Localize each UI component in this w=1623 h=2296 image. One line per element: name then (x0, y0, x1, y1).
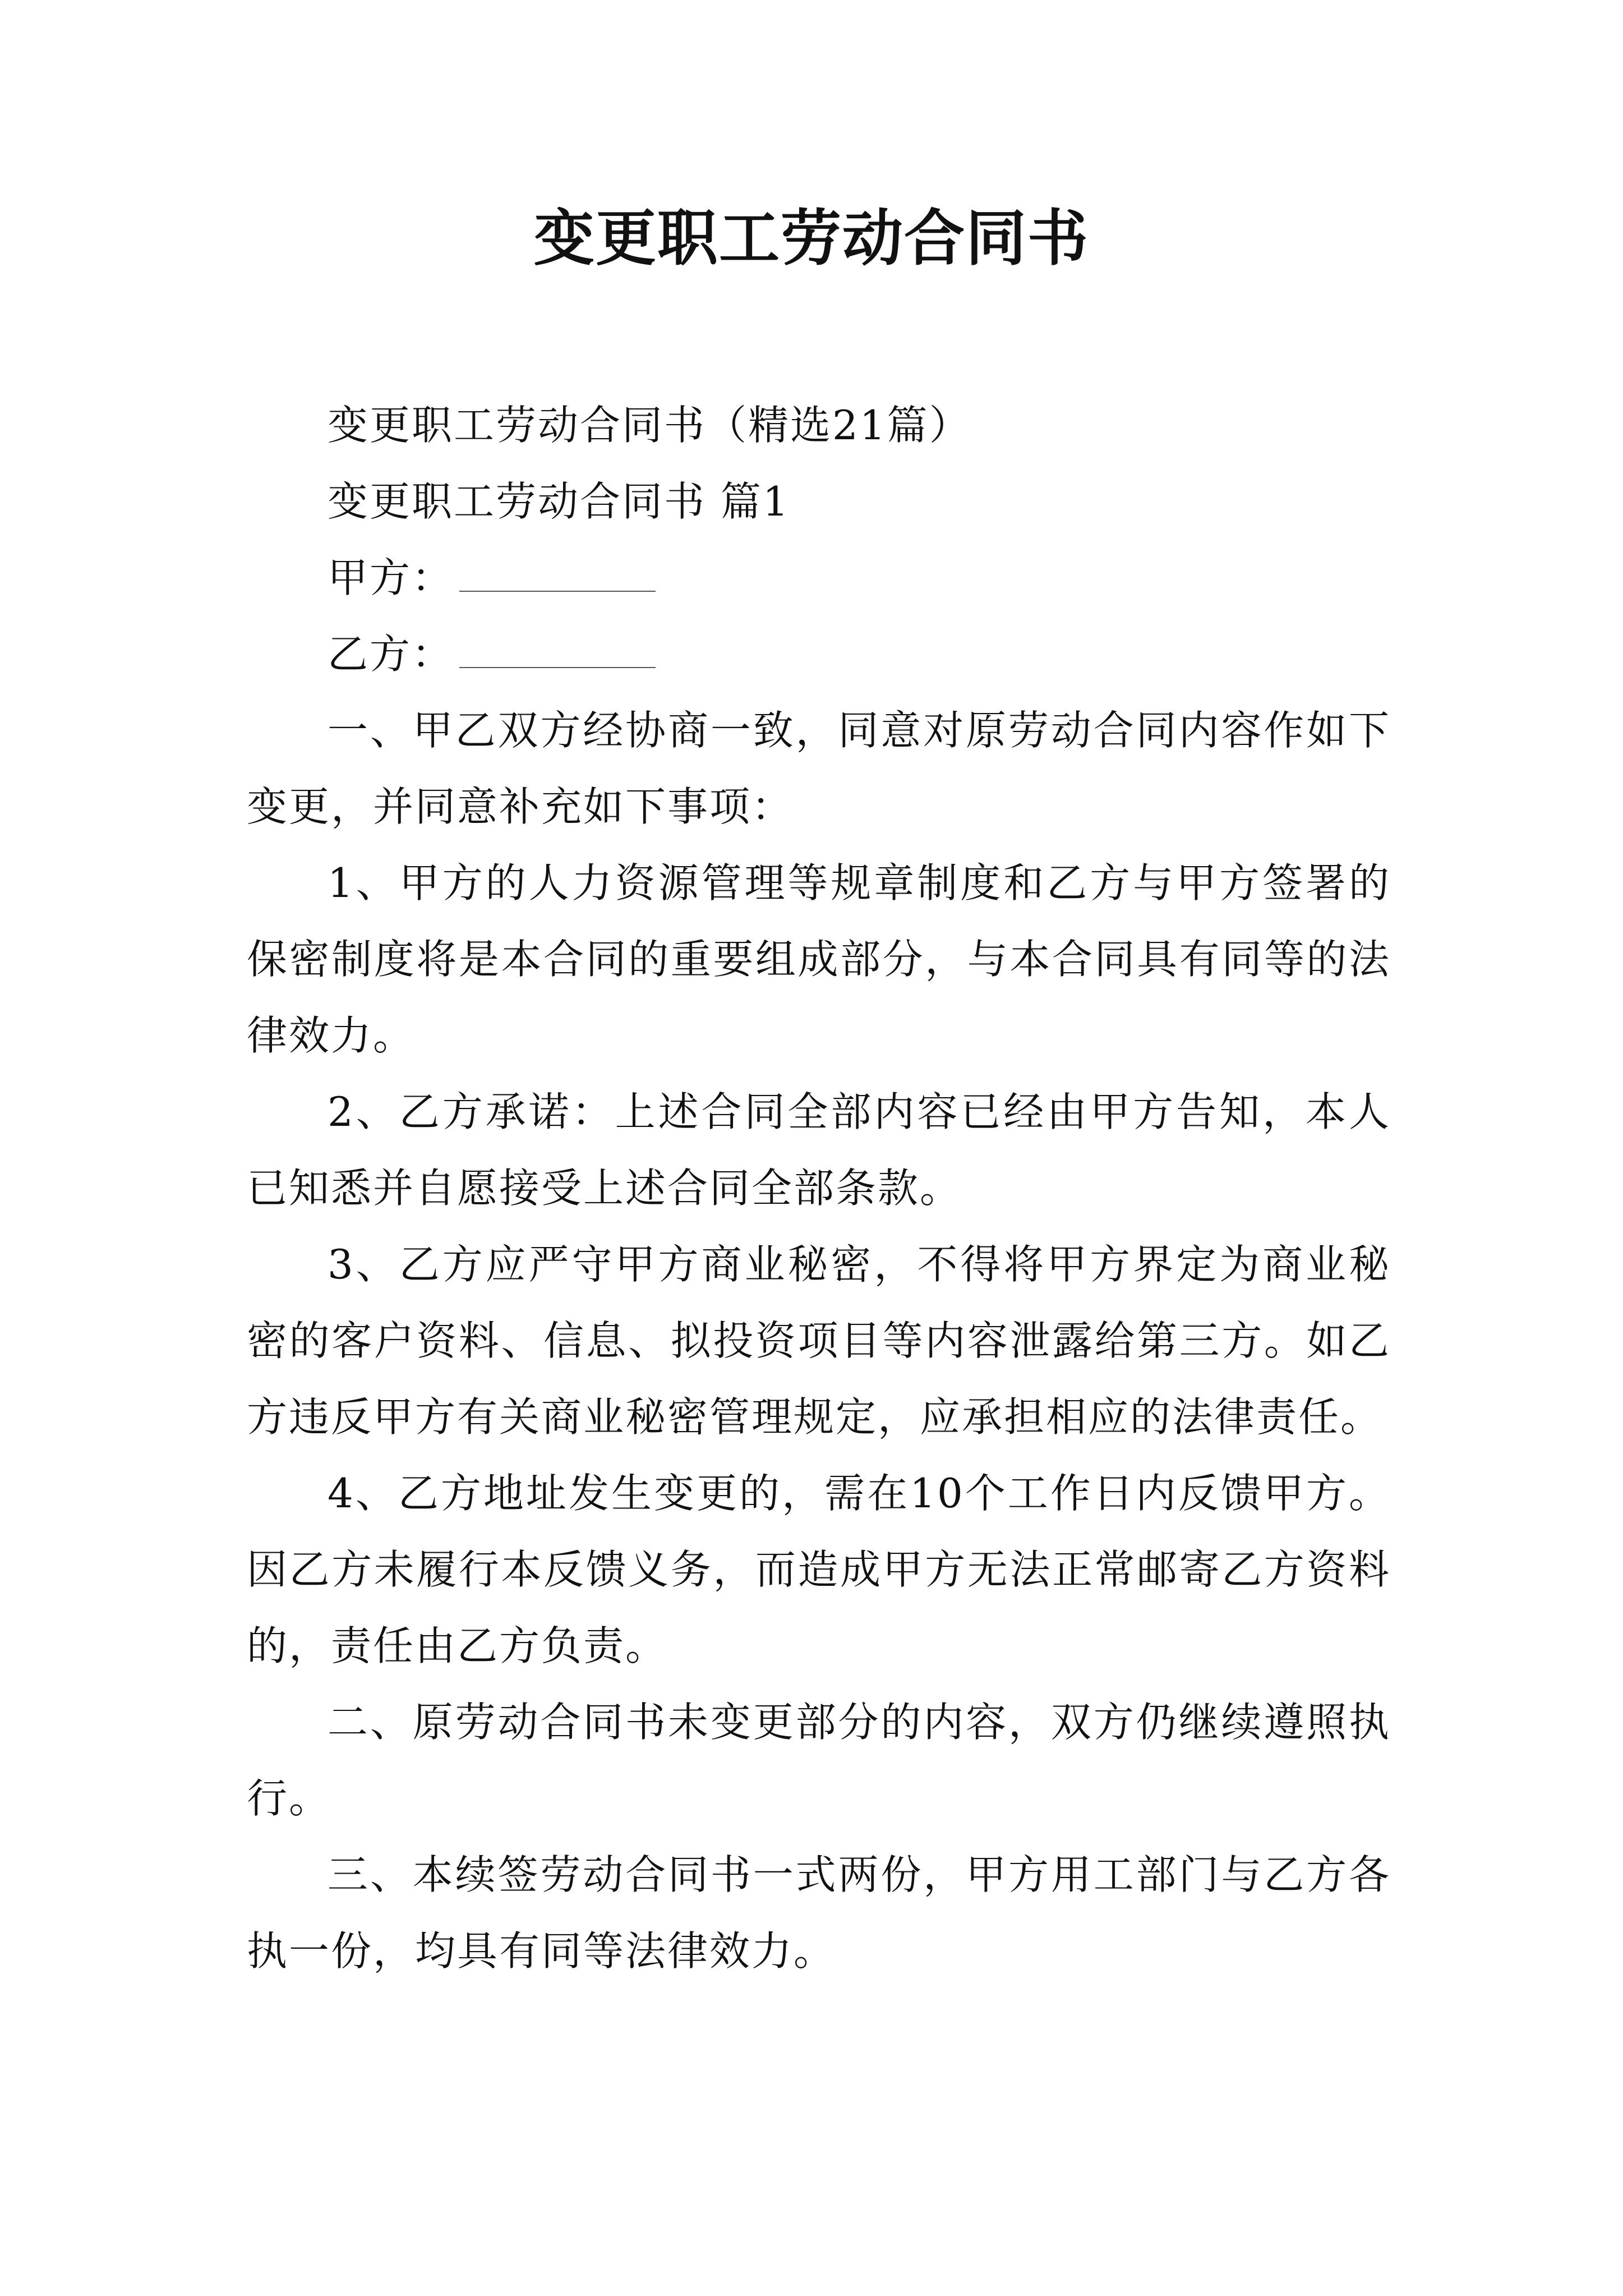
clause-paragraph: 一、甲乙双方经协商一致，同意对原劳动合同内容作如下变更，并同意补充如下事项： (247, 707, 1391, 830)
clause-paragraph: 3、乙方应严守甲方商业秘密，不得将甲方界定为商业秘密的客户资料、信息、拟投资项目等内容泄露给第三方。如乙方违反甲方有关商业秘密管理规定，应承担相应的法律责任。 (247, 1241, 1391, 1441)
party-b-label: 乙方： (328, 631, 454, 678)
document-title: 变更职工劳动合同书 (533, 203, 1089, 274)
party-a-blank (459, 551, 656, 592)
document-subtitle: 变更职工劳动合同书（精选21篇） (328, 402, 971, 449)
party-a-label: 甲方： (328, 554, 454, 601)
party-a-line (247, 540, 1391, 616)
section-heading: 变更职工劳动合同书 篇1 (328, 478, 790, 525)
clause-paragraph: 1、甲方的人力资源管理等规章制度和乙方与甲方签署的保密制度将是本合同的重要组成部分，与本合同具有同等的法律效力。 (247, 859, 1391, 1059)
party-b-blank (459, 628, 656, 668)
clause-paragraph: 二、原劳动合同书未变更部分的内容，双方仍继续遵照执行。 (247, 1699, 1391, 1822)
clause-paragraph: 三、本续签劳动合同书一式两份，甲方用工部门与乙方各执一份，均具有同等法律效力。 (247, 1851, 1391, 1975)
clause-paragraph: 4、乙方地址发生变更的，需在10个工作日内反馈甲方。因乙方未履行本反馈义务，而造成甲方无法正常邮寄乙方资料的，责任由乙方负责。 (247, 1470, 1391, 1669)
clause-paragraph: 2、乙方承诺：上述合同全部内容已经由甲方告知，本人已知悉并自愿接受上述合同全部条款。 (247, 1088, 1391, 1212)
party-b-line (247, 616, 1391, 692)
document-body (247, 387, 1391, 1989)
